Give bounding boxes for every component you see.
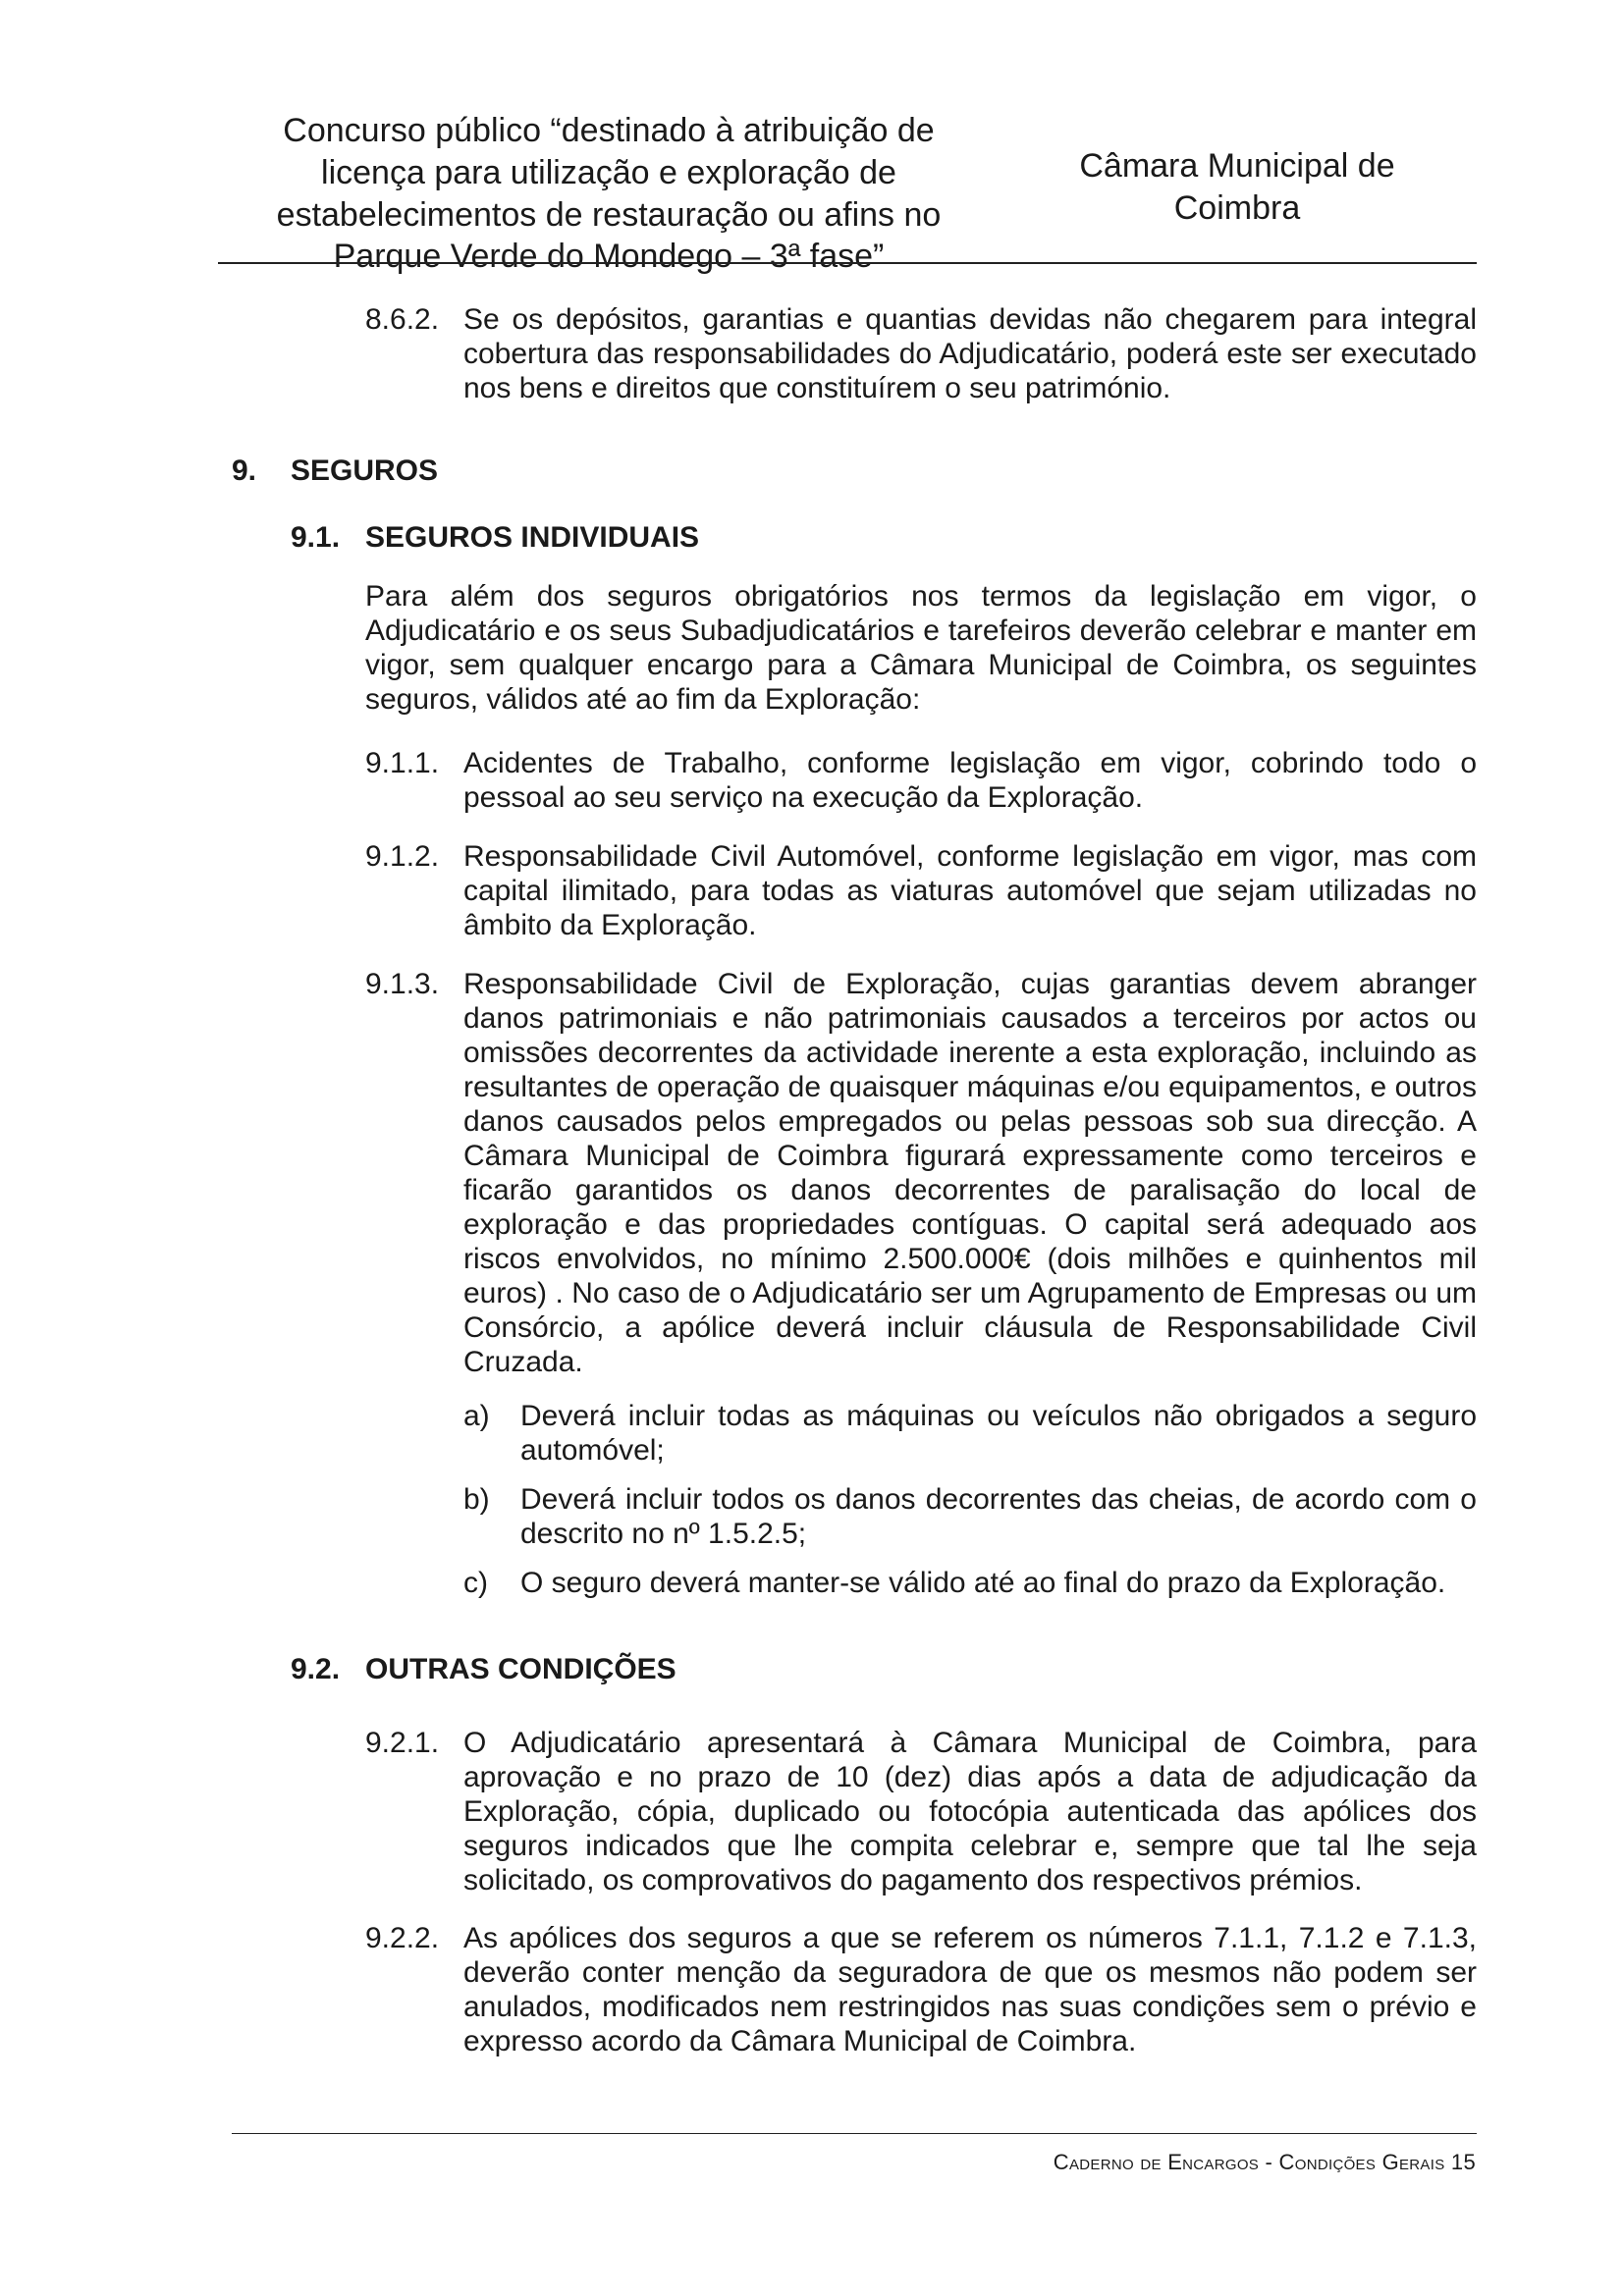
clause-9-1-3 bbox=[365, 967, 1477, 1379]
header-title-line: Parque Verde do Mondego – 3ª fase” bbox=[333, 238, 885, 276]
section-number: 9.1. bbox=[291, 521, 341, 554]
clause-number: 9.1.3. bbox=[365, 968, 440, 1000]
header-divider bbox=[218, 262, 1477, 264]
section-heading-9 bbox=[232, 454, 821, 488]
list-item-text: Deverá incluir todas as máquinas ou veículos não obrigados a seguro automóvel; bbox=[520, 1400, 1477, 1467]
clause-9-2-2 bbox=[365, 1921, 1477, 2058]
clause-text: Se os depósitos, garantias e quantias devidas não chegarem para integral cobertura das responsabilidades do Adjudicatário, poderá este ser executado nos bens e direitos que constituírem o seu património. bbox=[463, 303, 1477, 404]
section-heading-9-1 bbox=[291, 520, 1076, 555]
clause-text: As apólices dos seguros a que se referem os números 7.1.1, 7.1.2 e 7.1.3, deverão conter menção da seguradora de que os mesmos não podem ser anulados, modificados nem restringidos nas suas condições sem o prévio e expresso acordo da Câmara Municipal de Coimbra. bbox=[463, 1922, 1477, 2057]
section-title: OUTRAS CONDIÇÕES bbox=[365, 1653, 676, 1685]
header-contest-title bbox=[265, 110, 952, 278]
clause-8-6-2 bbox=[365, 302, 1477, 405]
header-organization bbox=[1041, 145, 1434, 230]
list-item-label: c) bbox=[463, 1567, 488, 1599]
list-item-label: a) bbox=[463, 1400, 490, 1432]
header-org-line: Coimbra bbox=[1173, 188, 1301, 227]
clause-text: Acidentes de Trabalho, conforme legislação em vigor, cobrindo todo o pessoal ao seu serviço na execução da Exploração. bbox=[463, 747, 1477, 814]
footer-divider bbox=[232, 2133, 1477, 2134]
clause-number: 9.1.1. bbox=[365, 747, 440, 779]
header-title-line: estabelecimentos de restauração ou afins no bbox=[276, 195, 942, 234]
clause-9-1-2 bbox=[365, 839, 1477, 942]
clause-number: 9.1.2. bbox=[365, 840, 440, 873]
clause-text: Responsabilidade Civil Automóvel, conforme legislação em vigor, mas com capital ilimitado, para todas as viaturas automóvel que sejam utilizadas no âmbito da Exploração. bbox=[463, 840, 1477, 941]
section-title: SEGUROS INDIVIDUAIS bbox=[365, 521, 700, 554]
list-item-b bbox=[463, 1482, 1477, 1551]
list-item-text: O seguro deverá manter-se válido até ao final do prazo da Exploração. bbox=[520, 1567, 1446, 1599]
section-9-1-intro: Para além dos seguros obrigatórios nos termos da legislação em vigor, o Adjudicatário e os seus Subadjudicatários e tarefeiros deverão celebrar e manter em vigor, sem qualquer encargo para a Câmara Municipal de Coimbra, os seguintes seguros, válidos até ao fim da Exploração: bbox=[365, 580, 1477, 716]
clause-9-2-1 bbox=[365, 1726, 1477, 1897]
page-number: 15 bbox=[1450, 2150, 1476, 2174]
page-footer bbox=[1054, 2150, 1476, 2175]
footer-document-title: Caderno de Encargos - Condições Gerais bbox=[1053, 2150, 1445, 2174]
clause-text: Responsabilidade Civil de Exploração, cujas garantias devem abranger danos patrimoniais e não patrimoniais causados a terceiros por actos ou omissões decorrentes da actividade inerente a esta exploração, incluindo as resultantes de operação de quaisquer máquinas e/ou equipamentos, e outros danos causados pelos empregados ou pelas pessoas sob sua direcção. A Câmara Municipal de Coimbra figurará expressamente como terceiros e ficarão garantidos os danos decorrentes de paralisação do local de exploração e das propriedades contíguas. O capital será adequado aos riscos envolvidos, no mínimo 2.500.000€ (dois milhões e quinhentos mil euros) . No caso de o Adjudicatário ser um Agrupamento de Empresas ou um Consórcio, a apólice deverá incluir cláusula de Responsabilidade Civil Cruzada. bbox=[463, 968, 1477, 1378]
header-title-line: licença para utilização e exploração de bbox=[321, 153, 896, 191]
clause-number: 9.2.1. bbox=[365, 1727, 440, 1759]
clause-9-1-1 bbox=[365, 746, 1477, 815]
section-heading-9-2 bbox=[291, 1652, 1076, 1686]
header-org-line: Câmara Municipal de bbox=[1079, 147, 1395, 185]
section-number: 9. bbox=[232, 454, 257, 487]
list-item-text: Deverá incluir todos os danos decorrentes das cheias, de acordo com o descrito no nº 1.5.2.5; bbox=[520, 1483, 1477, 1550]
section-number: 9.2. bbox=[291, 1653, 341, 1685]
list-item-a bbox=[463, 1399, 1477, 1468]
list-item-label: b) bbox=[463, 1483, 490, 1516]
clause-text: O Adjudicatário apresentará à Câmara Municipal de Coimbra, para aprovação e no prazo de 10 (dez) dias após a data de adjudicação da Exploração, cópia, duplicado ou fotocópia autenticada das apólices dos seguros indicados que lhe compita celebrar e, sempre que tal lhe seja solicitado, os comprovativos do pagamento dos respectivos prémios. bbox=[463, 1727, 1477, 1896]
clause-number: 9.2.2. bbox=[365, 1922, 440, 1954]
section-title: SEGUROS bbox=[291, 454, 439, 487]
header-title-line: Concurso público “destinado à atribuição de bbox=[283, 112, 935, 149]
list-item-c bbox=[463, 1566, 1477, 1600]
clause-number: 8.6.2. bbox=[365, 303, 440, 336]
